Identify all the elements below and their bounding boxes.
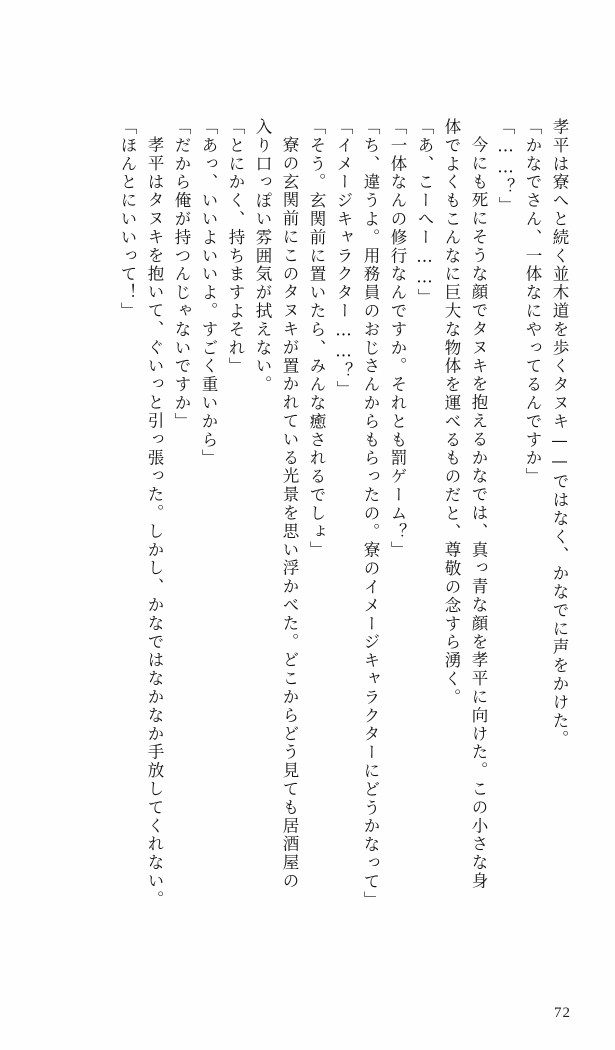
text-line: 孝平はタヌキを抱いて、ぐいっと引っ張った。しかし、かなではなかなか手放してくれない。 <box>145 136 164 909</box>
text-line: 「だから俺が持つんじゃないですか」 <box>172 118 191 431</box>
text-line: 今にも死にそうな顔でタヌキを抱えるかなでは、真っ青な顔を孝平に向けた。この小さな身 <box>469 136 488 891</box>
text-line: 「あっ、いいよいいよ。すごく重いから」 <box>199 118 218 468</box>
text-line: 「ち、違うよ。用務員のおじさんからもらったの。寮のイメージキャラクターにどうかなって」 <box>361 118 380 910</box>
text-line: 「そう。玄関前に置いたら、みんな癒されるでしょ」 <box>307 118 326 560</box>
text-line: 孝平は寮へと続く並木道を歩くタヌキ——ではなく、かなでに声をかけた。 <box>550 118 569 749</box>
vertical-text-block <box>52 118 567 980</box>
text-line: 「イメージキャラクター……？」 <box>334 118 353 399</box>
text-line: 寮の玄関前にこのタヌキが置かれている光景を思い浮かべた。どこからどう見ても居酒屋の <box>280 136 299 891</box>
text-line: 「かなでさん、一体なにやってるんですか」 <box>523 118 542 486</box>
text-line: 「とにかく、持ちますよそれ」 <box>226 118 245 376</box>
text-line: 「……？」 <box>496 118 515 215</box>
text-line: 「一体なんの修行なんですか。それとも罰ゲーム？」 <box>388 118 407 560</box>
text-line: 「あ、こーへー……」 <box>415 118 434 307</box>
text-line: 「ほんとにいいって！」 <box>118 118 137 321</box>
text-line: 入り口っぽい雰囲気が拭えない。 <box>253 118 272 394</box>
text-line: 体でよくもこんなに巨大な物体を運べるものだと、尊敬の念すら湧く。 <box>442 118 461 707</box>
page-number: 72 <box>554 1005 571 1021</box>
